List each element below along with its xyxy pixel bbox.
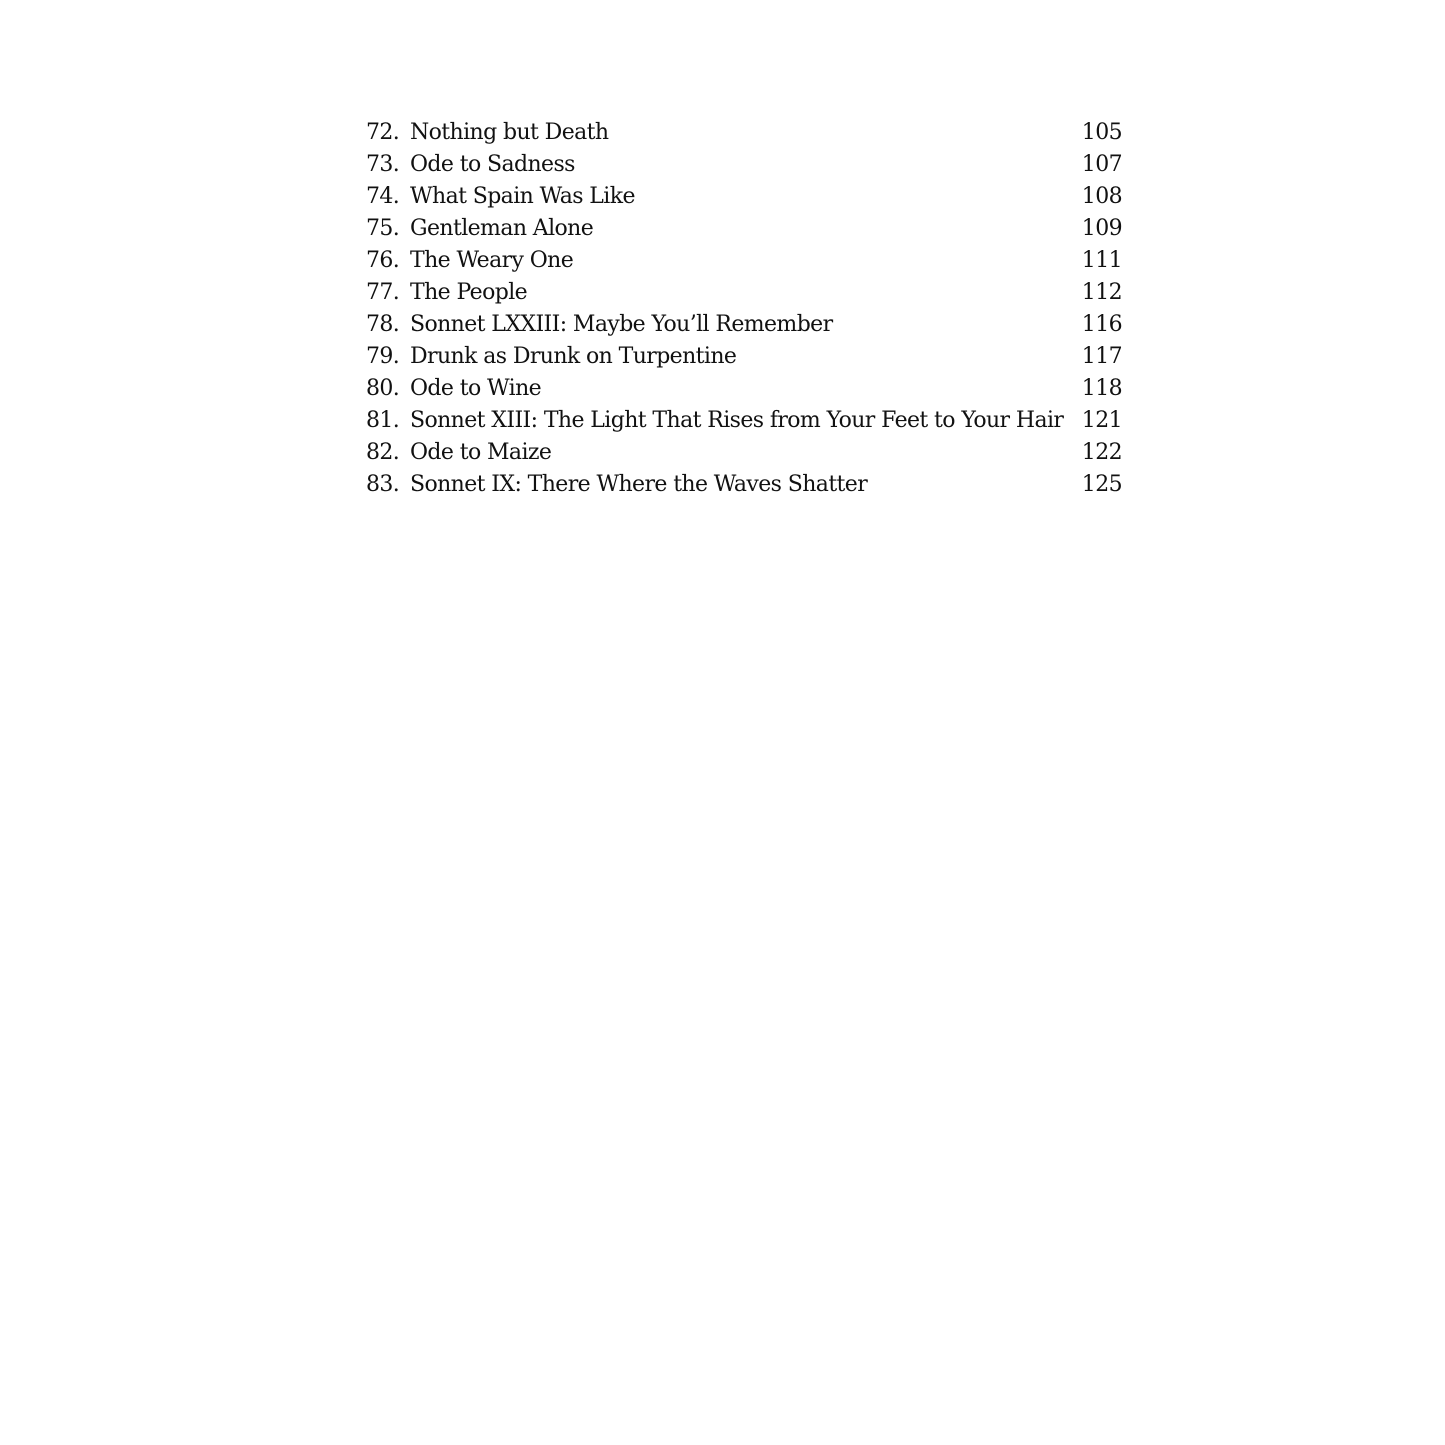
toc-entry[interactable] — [366, 277, 1122, 309]
toc-entry-title: Nothing but Death — [410, 120, 609, 145]
toc-entry-page: 116 — [1081, 312, 1122, 337]
toc-entry-page: 111 — [1081, 248, 1122, 273]
toc-entry-number: 83. — [366, 472, 400, 497]
toc-entry-number: 76. — [366, 248, 400, 273]
toc-entry-title: Sonnet XIII: The Light That Rises from Your Feet to Your Hair — [410, 408, 1064, 433]
toc-entry-title: Sonnet LXXIII: Maybe You’ll Remember — [410, 312, 833, 337]
toc-entry-page: 109 — [1081, 216, 1122, 241]
toc-entry-number: 75. — [366, 216, 400, 241]
toc-entry-page: 118 — [1081, 376, 1122, 401]
toc-entry-page: 107 — [1081, 152, 1122, 177]
toc-entry-title: Drunk as Drunk on Turpentine — [410, 344, 737, 369]
toc-entry-number: 77. — [366, 280, 400, 305]
toc-entry[interactable] — [366, 245, 1122, 277]
toc-entry-title: Ode to Sadness — [410, 152, 575, 177]
toc-entry-page: 125 — [1081, 472, 1122, 497]
toc-entry-number: 73. — [366, 152, 400, 177]
toc-entry[interactable] — [366, 437, 1122, 469]
toc-entry-page: 117 — [1081, 344, 1122, 369]
toc-entry-page: 121 — [1081, 408, 1122, 433]
toc-entry-title: The Weary One — [410, 248, 574, 273]
toc-entry-number: 79. — [366, 344, 400, 369]
toc-entry-number: 72. — [366, 120, 400, 145]
toc-entry-number: 78. — [366, 312, 400, 337]
toc-entry-page: 105 — [1081, 120, 1122, 145]
toc-entry-number: 80. — [366, 376, 400, 401]
toc-entry[interactable] — [366, 149, 1122, 181]
toc-entry-title: Ode to Maize — [410, 440, 552, 465]
toc-entry[interactable] — [366, 117, 1122, 149]
toc-entry-page: 122 — [1081, 440, 1122, 465]
toc-entry[interactable] — [366, 469, 1122, 501]
toc-entry-title: Sonnet IX: There Where the Waves Shatter — [410, 472, 868, 497]
toc-entry[interactable] — [366, 213, 1122, 245]
toc-entry-number: 81. — [366, 408, 400, 433]
toc-entry-title: The People — [410, 280, 528, 305]
toc-entry[interactable] — [366, 309, 1122, 341]
toc-entry[interactable] — [366, 405, 1122, 437]
toc-entry-number: 74. — [366, 184, 400, 209]
toc-entry-page: 108 — [1081, 184, 1122, 209]
toc-entry-title: Ode to Wine — [410, 376, 542, 401]
toc-entry-title: Gentleman Alone — [410, 216, 594, 241]
toc-entry-title: What Spain Was Like — [410, 184, 635, 209]
table-of-contents — [366, 117, 1122, 501]
toc-entry-page: 112 — [1081, 280, 1122, 305]
toc-entry-number: 82. — [366, 440, 400, 465]
toc-entry[interactable] — [366, 181, 1122, 213]
toc-entry[interactable] — [366, 341, 1122, 373]
toc-entry[interactable] — [366, 373, 1122, 405]
